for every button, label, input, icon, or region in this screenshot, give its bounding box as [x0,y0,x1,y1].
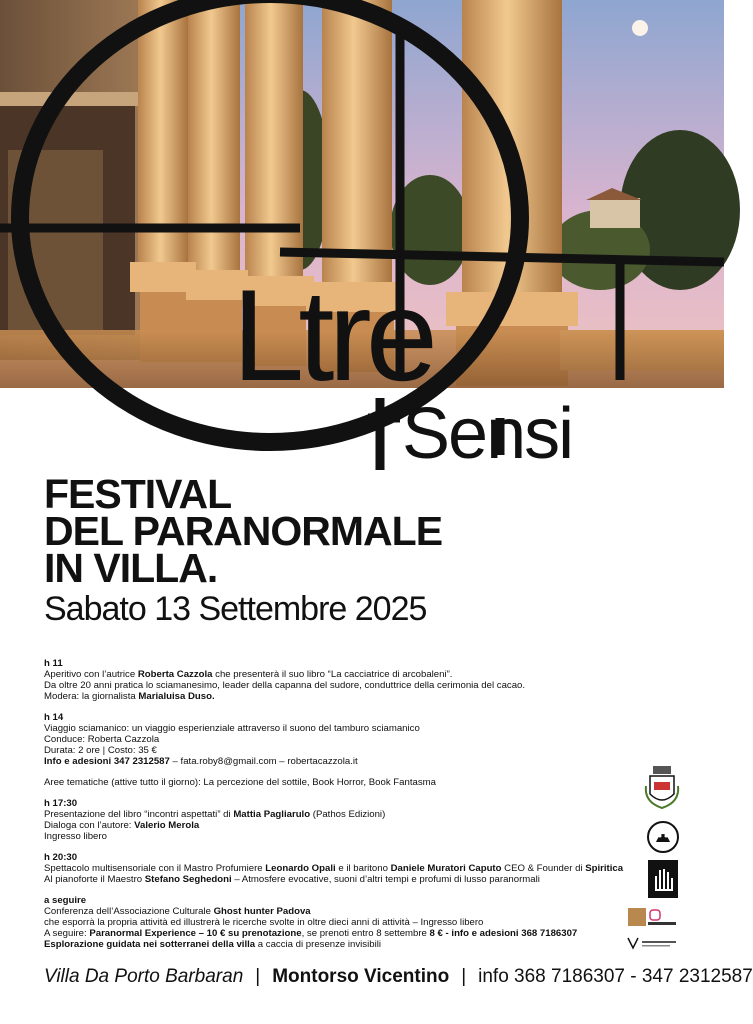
program-text: Durata: 2 ore | Costo: 35 € [44,745,157,756]
program-text: Da oltre 20 anni pratica lo sciamanesimo, leader della capanna del sudore, conduttrice della cerimonia del cacao. [44,680,526,691]
program-text: Viaggio sciamanico: un viaggio esperienziale attraverso il suono del tamburo sciamanico [44,723,420,734]
contact-phones: info 368 7186307 - 347 2312587 [478,966,753,987]
program-text: A seguire: [44,928,90,939]
experience-price: Paranormal Experience – 10 € su prenotazione [89,928,302,939]
program-text: Spettacolo multisensoriale con il Mastro Profumiere [44,863,266,874]
headline-line-3: IN VILLA. [44,545,218,591]
program-text: Conferenza dell’Associazione Culturale [44,906,214,917]
perfumer-name: Leonardo Opali [265,863,336,874]
municipality-crest-logo [644,766,680,815]
villa-facebook-instagram-logo [628,908,678,933]
program-text: a caccia di presenze invisibili [255,939,381,950]
town-name: Montorso Vicentino [272,966,450,987]
program-schedule [44,658,644,960]
time-label: h 17:30 [44,798,78,809]
program-themes [44,777,644,788]
program-block-h1730 [44,798,644,842]
speaker-name: Roberta Cazzola [137,669,213,680]
time-label: h 11 [44,658,63,669]
program-text: Al pianoforte il Maestro [44,874,145,885]
program-text: Conduce: Roberta Cazzola [44,734,160,745]
logo-word-ltre: Ltre [232,262,433,408]
headline-line-2: DEL PARANORMALE [44,508,443,554]
section-label: a seguire [44,895,87,906]
baritone-name: Daniele Muratori Caputo [390,863,502,874]
program-text: Dialoga con l’autore: [44,820,135,831]
moderator-name: Marialuisa Duso. [138,691,215,702]
program-text: (Pathos Edizioni) [310,809,386,820]
program-block-h14 [44,712,644,767]
program-block-h2030 [44,852,644,885]
company-name: Spiritica [585,863,624,874]
ghost-hunter-padova-logo [646,820,680,859]
festival-headline [44,471,443,591]
program-text: Aperitivo con l’autrice [44,669,138,680]
program-text: e il baritono [335,863,391,874]
logo-word-sensi: Sensi [402,394,573,474]
themes-text: Aree tematiche (attive tutto il giorno): La percezione del sottile, Book Horror, Book Fantasma [44,777,436,788]
program-block-seguire [44,895,644,950]
host-name: Valerio Merola [134,820,200,831]
contact-email: – fata.roby8@gmail.com – robertacazzola.it [169,756,358,767]
separator: | [255,966,261,987]
headline-line-1: FESTIVAL [44,471,232,517]
program-text: , se prenoti entro 8 settembre [301,928,430,939]
program-text: che esporrà la propria attività ed illustrerà le ricerche svolte in oltre dieci anni di attività – Ingresso libero [44,917,484,928]
pianist-name: Stefano Seghedoni [144,874,232,885]
program-text: Ingresso libero [44,831,107,842]
program-block-h11 [44,658,644,702]
program-text: che presenterà il suo libro “La cacciatrice di arcobaleni”. [212,669,453,680]
program-text: – Atmosfere evocative, suoni d’altri tempi e profumi di lusso paranormali [231,874,540,885]
time-label: h 14 [44,712,64,723]
footer-info [44,966,753,988]
hero-photo [0,0,724,388]
booking-info: 8 € - info e adesioni 368 7186307 [429,928,578,939]
spiritica-hand-logo [648,860,678,903]
villa-da-porto-logo [628,936,678,955]
guided-tour: Esplorazione guidata nei sotterranei della villa [44,939,256,950]
program-text: Presentazione del libro “incontri aspettati” di [44,809,234,820]
contact-info: Info e adesioni 347 2312587 [44,756,170,767]
program-text: CEO & Founder di [501,863,586,874]
event-date: Sabato 13 Settembre 2025 [44,590,427,628]
venue-name: Villa Da Porto Barbaran [44,966,244,987]
time-label: h 20:30 [44,852,78,863]
separator: | [461,966,467,987]
association-name: Ghost hunter Padova [213,906,311,917]
program-text: Modera: la giornalista [44,691,139,702]
author-name: Mattia Pagliarulo [233,809,311,820]
